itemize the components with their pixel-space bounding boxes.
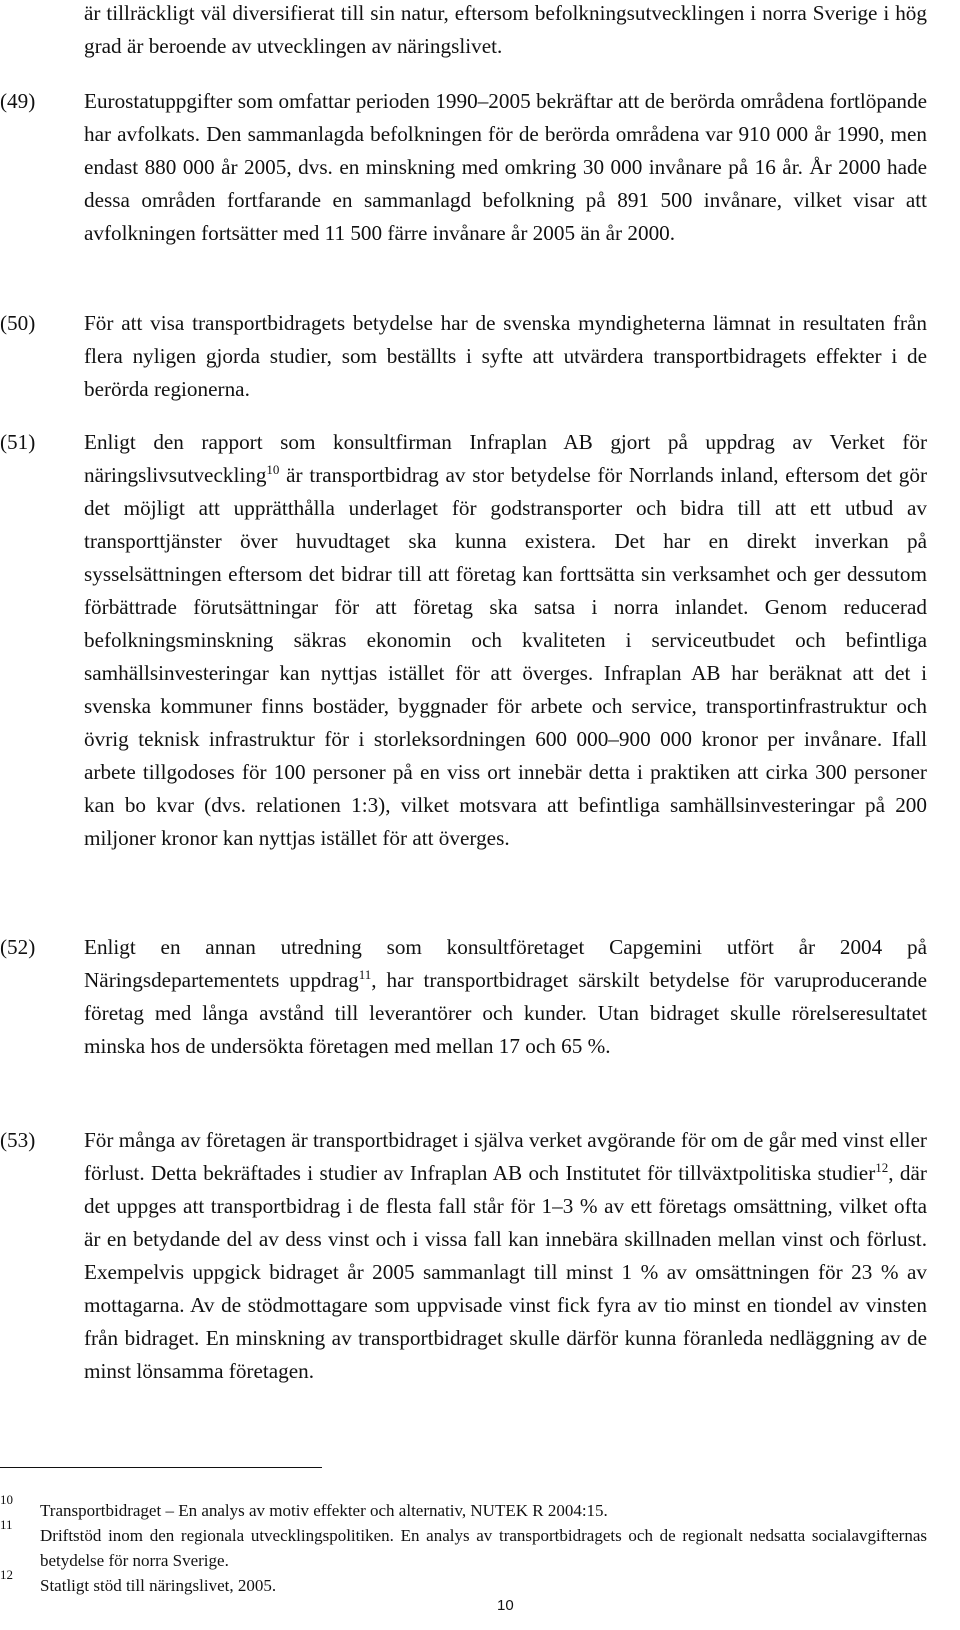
paragraph-number: (51) bbox=[0, 430, 36, 454]
footnote-text: Statligt stöd till näringslivet, 2005. bbox=[40, 1576, 277, 1595]
footnote-separator bbox=[0, 1467, 322, 1468]
paragraph-number: (49) bbox=[0, 89, 36, 113]
paragraph-text-part: , där det uppges att transportbidrag i de flesta fall står för 1–3 % av ett företags omsättning, vilket ofta är en betydande del av dess vinst och i vissa fall kan innebära skillnaden mellan vinst och förlust. Exempelvis uppgick bidraget år 2005 sammanlagt till minst 1 % av omsättningen för 23 % av mottagarna. Av de stödmottagare som uppvisade vinst fick fyra av tio minst en tiondel av vinsten från bidraget. En minskning av transportbidraget skulle därför kunna föranleda nedläggning av de minst lönsamma företagen. bbox=[84, 1161, 927, 1383]
paragraph-number: (52) bbox=[0, 935, 36, 959]
paragraph-text-part: För många av företagen är transportbidraget i själva verket avgörande för om de går med vinst eller förlust. Detta bekräftades i studier av Infraplan AB och Institutet för tillväxtpolitiska studier bbox=[84, 1128, 927, 1185]
paragraph-number: (53) bbox=[0, 1128, 36, 1152]
paragraph-text bbox=[84, 931, 927, 1063]
paragraph-text-part: Enligt den rapport som konsultfirman Infraplan AB gjort på uppdrag av Verket för näringslivsutveckling bbox=[84, 430, 927, 487]
paragraph-text-part: , har transportbidraget särskilt betydelse för varuproducerande företag med långa avstånd till leverantörer och kunder. Utan bidraget skulle rörelseresultatet minska hos de undersökta företagen med mellan 17 och 65 %. bbox=[84, 968, 927, 1058]
footnote-reference[interactable]: 11 bbox=[358, 966, 372, 982]
paragraph-text-part: är transportbidrag av stor betydelse för Norrlands inland, eftersom det gör det möjligt att upprätthålla underlaget för godstransporter och bidra till att ett utbud av transporttjänster över huvudtaget ska kunna existera. Det har en direkt inverkan på sysselsättningen eftersom det bidrar till att företag kan forttsätta sin verksamhet och ger dessutom förbättrade förutsättningar för att företag ska satsa i norra inlandet. Genom reducerad befolkningsminskning säkras ekonomin och kvaliteten i serviceutbudet och befintliga samhällsinvesteringar kan nyttjas istället för att överges. Infraplan AB har beräknat att det i svenska kommuner finns bostäder, byggnader för arbete och service, transportinfrastruktur och övrig teknisk infrastruktur för i storleksordningen 600 000–900 000 kronor per invånare. Ifall arbete tillgodoses för 100 personer på en viss ort innebär detta i praktiken att cirka 300 personer kan bo kvar (dvs. relationen 1:3), vilket motsvara att befintliga samhällsinvesteringar på 200 miljoner kronor kan nyttjas istället för att överges. bbox=[84, 463, 927, 850]
footnote-number: 10 bbox=[0, 1492, 13, 1507]
footnote-text: Driftstöd inom den regionala utvecklingspolitiken. En analys av transportbidragets och de regionalt nedsatta socialavgifternas betydelse för norra Sverige. bbox=[40, 1526, 927, 1570]
footnote-number: 12 bbox=[0, 1567, 13, 1582]
footnote-text: Transportbidraget – En analys av motiv effekter och alternativ, NUTEK R 2004:15. bbox=[40, 1501, 608, 1520]
paragraph-text: Eurostatuppgifter som omfattar perioden 1990–2005 bekräftar att de berörda områdena fortlöpande har avfolkats. Den sammanlagda befolkningen för de berörda områdena var 910 000 år 1990, men endast 880 000 år 2005, dvs. en minskning med omkring 30 000 invånare på 16 år. År 2000 hade dessa områden fortfarande en sammanlagd befolkning på 891 500 invånare, vilket visar att avfolkningen fortsätter med 11 500 färre invånare år 2005 än år 2000. bbox=[84, 89, 927, 245]
paragraph-text bbox=[84, 426, 927, 855]
page-number: 10 bbox=[497, 1597, 514, 1614]
paragraph-number: (50) bbox=[0, 311, 36, 335]
footnote-reference[interactable]: 10 bbox=[266, 461, 280, 477]
paragraph-text-part: Enligt en annan utredning som konsultföretaget Capgemini utfört år 2004 på Näringsdepartementets uppdrag bbox=[84, 935, 927, 992]
intro-paragraph: är tillräckligt väl diversifierat till sin natur, eftersom befolkningsutvecklingen i norra Sverige i hög grad är beroende av utvecklingen av näringslivet. bbox=[84, 1, 927, 58]
footnote-reference[interactable]: 12 bbox=[875, 1159, 889, 1175]
footnote-number: 11 bbox=[0, 1517, 13, 1532]
paragraph-text: För att visa transportbidragets betydelse har de svenska myndigheterna lämnat in resultaten från flera nyligen gjorda studier, som beställts i syfte att utvärdera transportbidragets effekter i de berörda regionerna. bbox=[84, 311, 927, 401]
paragraph-text bbox=[84, 1124, 927, 1388]
